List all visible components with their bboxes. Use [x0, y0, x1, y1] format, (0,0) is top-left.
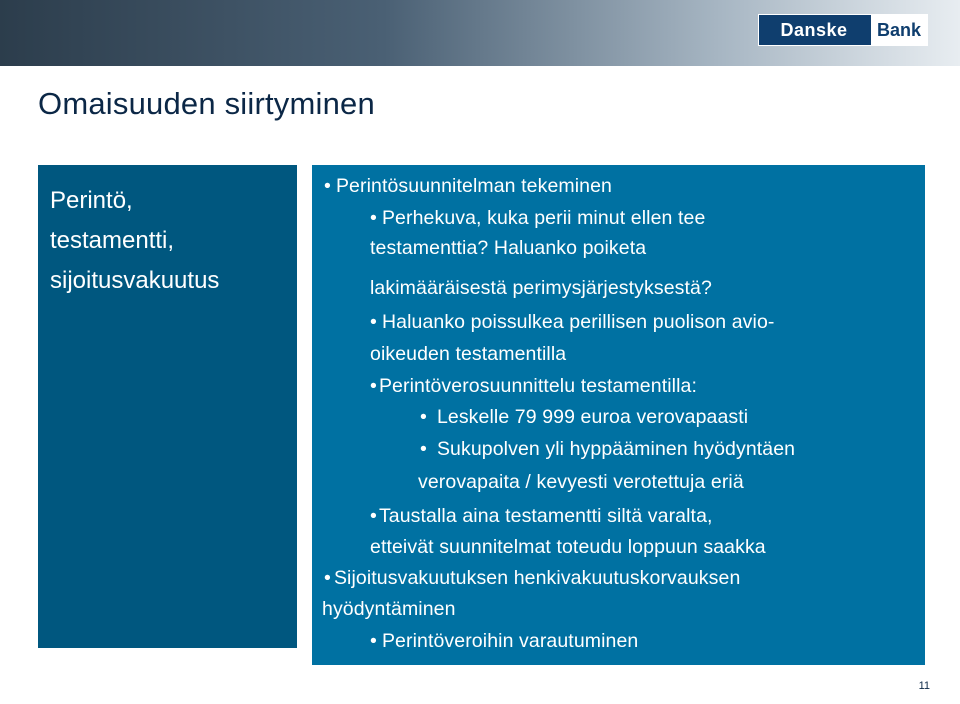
bullet-continuation: verovapaita / kevyesti verotettuja eriä	[418, 471, 744, 493]
bullet-item	[420, 438, 795, 461]
bullet-item	[370, 630, 638, 653]
topic-line: testamentti,	[50, 227, 175, 254]
bullet-item	[370, 207, 705, 230]
logo-text-danske: Danske	[759, 15, 869, 45]
page-number: 11	[918, 680, 930, 692]
bullet-continuation: oikeuden testamentilla	[370, 343, 567, 365]
bullet-text: Sukupolven yli hyppääminen hyödyntäen	[436, 438, 796, 460]
bullet-item	[370, 505, 713, 528]
bullet-continuation: testamenttia? Haluanko poiketa	[370, 237, 647, 259]
bullet-text: Taustalla aina testamentti siltä varalta,	[378, 505, 713, 527]
logo-text-bank: Bank	[869, 15, 927, 45]
bullet-text: Perintöveroihin varautuminen	[381, 630, 639, 652]
left-topic-panel	[38, 165, 297, 648]
bullet-marker: •	[370, 630, 377, 652]
bullet-continuation: etteivät suunnitelmat toteudu loppuun saakka	[370, 536, 766, 558]
topic-line: sijoitusvakuutus	[50, 267, 220, 294]
bullet-marker: •	[370, 375, 377, 397]
topic-line: Perintö,	[50, 187, 133, 214]
bullet-text: Perintösuunnitelman tekeminen	[335, 175, 612, 197]
bullet-continuation: hyödyntäminen	[322, 598, 456, 620]
slide-title: Omaisuuden siirtyminen	[38, 86, 375, 121]
bullet-text: Sijoitusvakuutuksen henkivakuutuskorvauksen	[333, 567, 741, 589]
bullet-text: Perintöverosuunnittelu testamentilla:	[378, 375, 697, 397]
bullet-marker: •	[324, 175, 331, 197]
danske-bank-logo	[758, 14, 928, 46]
bullet-marker: •	[370, 207, 377, 229]
bullet-text: Perhekuva, kuka perii minut ellen tee	[381, 207, 706, 229]
bullet-marker: •	[370, 505, 377, 527]
bullet-item	[370, 375, 697, 398]
bullet-continuation: lakimääräisestä perimysjärjestyksestä?	[370, 277, 712, 299]
bullet-item	[370, 311, 775, 334]
bullet-marker: •	[420, 406, 427, 428]
bullet-text: Leskelle 79 999 euroa verovapaasti	[436, 406, 749, 428]
bullet-marker: •	[370, 311, 377, 333]
bullet-item	[324, 175, 612, 198]
bullet-text: Haluanko poissulkea perillisen puolison avio-	[381, 311, 775, 333]
bullet-item	[420, 406, 748, 429]
content-panel	[312, 165, 925, 665]
header-band	[0, 0, 960, 66]
bullet-marker: •	[324, 567, 331, 589]
bullet-marker: •	[420, 438, 427, 460]
bullet-item	[324, 567, 740, 590]
